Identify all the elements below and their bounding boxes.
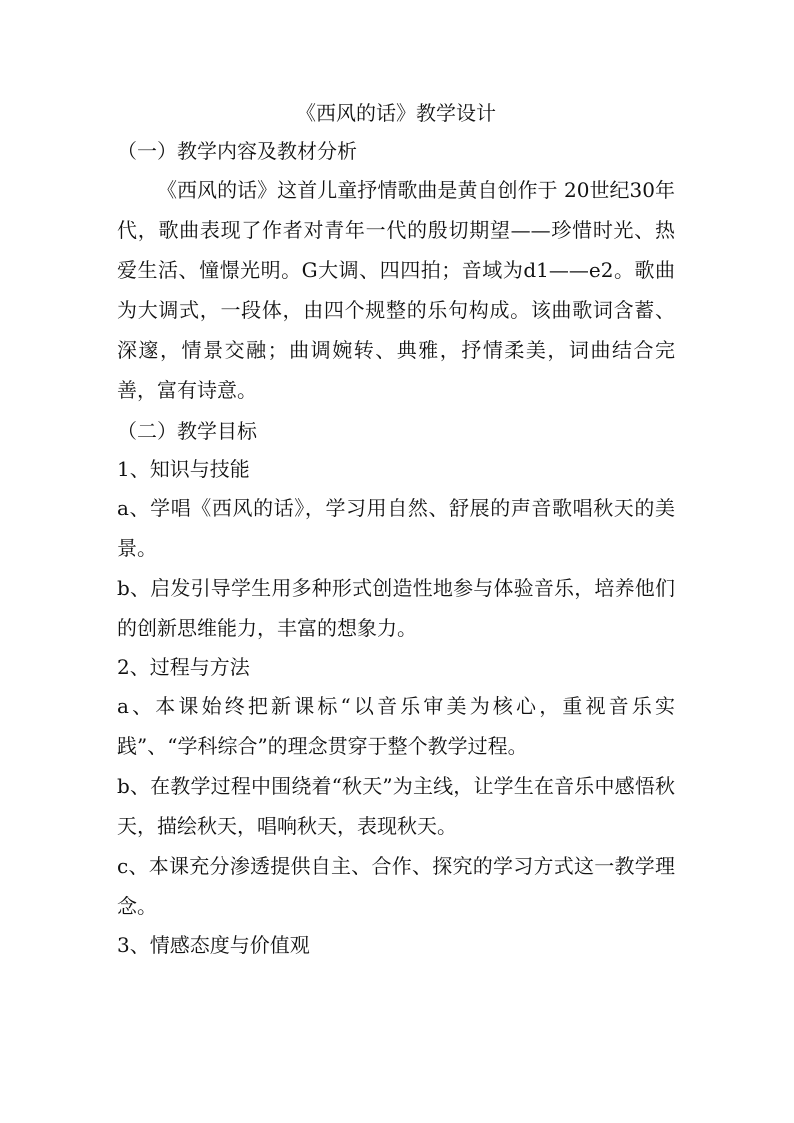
section-heading-teaching-goals: （二）教学目标 [117,419,257,443]
section-heading-content-analysis: （一）教学内容及教材分析 [117,139,357,163]
goal-heading-emotion-values: 3、情感态度与价值观 [117,933,310,957]
goal-knowledge-item-b: b、启发引导学生用多种形式创造性地参与体验音乐，培养他们的创新思维能力，丰富的想象力。 [117,576,675,640]
goal-heading-process-method: 2、过程与方法 [117,655,250,679]
goal-process-item-b: b、在教学过程中围绕着“秋天”为主线，让学生在音乐中感悟秋天，描绘秋天，唱响秋天，表现秋天。 [117,774,675,838]
goal-process-item-a: a、本课始终把新课标“以音乐审美为核心，重视音乐实践”、“学科综合”的理念贯穿于整个教学过程。 [117,694,675,758]
goal-knowledge-item-a: a、学唱《西风的话》，学习用自然、舒展的声音歌唱秋天的美景。 [117,496,675,560]
goal-heading-knowledge-skills: 1、知识与技能 [117,457,250,481]
document-title: 《西风的话》教学设计 [296,101,496,125]
document-body [117,100,675,964]
content-analysis-paragraph: 《西风的话》这首儿童抒情歌曲是黄自创作于 20世纪30年代，歌曲表现了作者对青年一代的殷切期望——珍惜时光、热爱生活、憧憬光明。G大调、四四拍；音域为d1——e2。歌曲为大调式，一段体，由四个规整的乐句构成。该曲歌词含蓄、深邃，情景交融；曲调婉转、典雅，抒情柔美，词曲结合完善，富有诗意。 [117,178,675,402]
goal-process-item-c: c、本课充分渗透提供自主、合作、探究的学习方式这一教学理念。 [117,854,675,918]
